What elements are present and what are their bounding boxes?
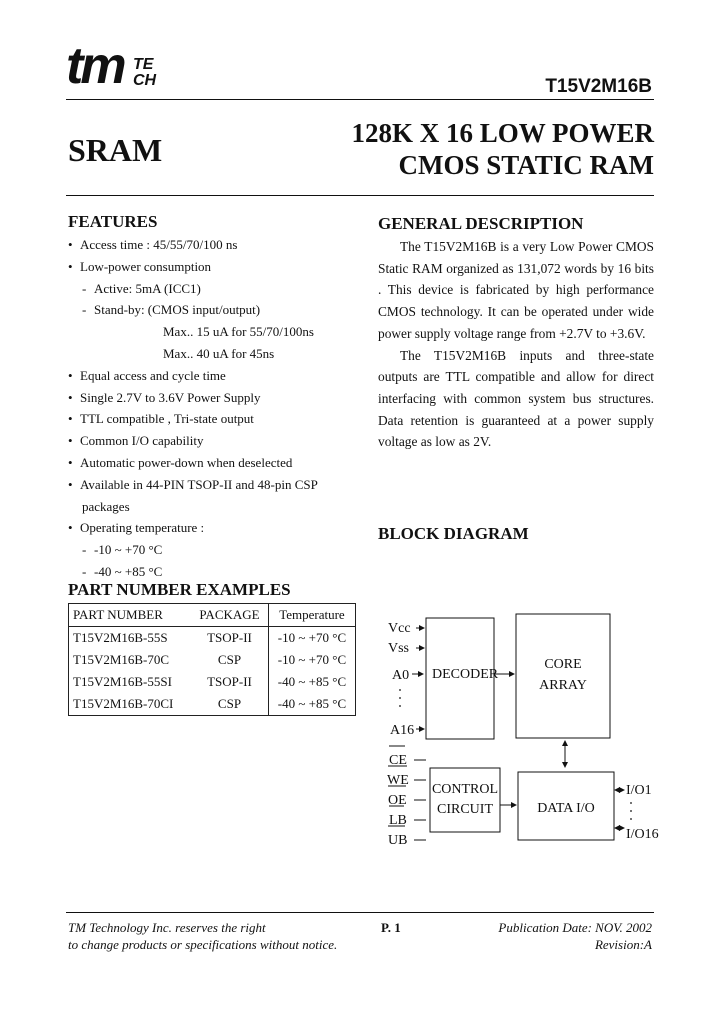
pin-oe-label: OE — [388, 793, 407, 808]
feature-text: Max.. 15 uA for 55/70/100ns — [163, 324, 314, 340]
pin-vss: Vss — [388, 641, 410, 656]
block-diagram-heading: BLOCK DIAGRAM — [378, 524, 529, 543]
bullet-marker: - — [82, 563, 87, 579]
company-logo — [66, 37, 124, 95]
pin-ub — [388, 826, 426, 848]
bullet-marker: • — [68, 411, 73, 427]
part-number-cell: T15V2M16B-55S — [73, 630, 168, 645]
feature-text: -10 ~ +70 °C — [94, 542, 163, 558]
data-io-label: DATA I/O — [537, 801, 595, 816]
general-description-heading: GENERAL DESCRIPTION — [378, 214, 584, 233]
package-cell: CSP — [217, 696, 242, 711]
feature-item — [68, 387, 368, 409]
product-category: SRAM — [68, 132, 163, 168]
part-number-table — [68, 603, 356, 716]
feature-text: Available in 44-PIN TSOP-II and 48-pin CSP — [80, 476, 318, 492]
table-row — [69, 693, 356, 716]
feature-item — [68, 408, 368, 430]
title-line-2: CMOS STATIC RAM — [398, 150, 654, 180]
footer-line: TM Technology Inc. reserves the right — [68, 920, 266, 935]
pin-ce-label: CE — [389, 753, 407, 768]
footer-disclaimer — [68, 919, 337, 953]
pin-vcc: Vcc — [388, 621, 411, 636]
pin-a16: A16 — [390, 723, 415, 738]
header-part-number: T15V2M16B — [545, 76, 652, 97]
feature-item — [68, 256, 368, 278]
feature-item — [68, 496, 368, 518]
bullet-marker: - — [82, 542, 87, 558]
feature-text: Operating temperature : — [80, 520, 205, 536]
description-paragraph: The T15V2M16B inputs and three-state outputs are TTL compatible and allow for direct interfacing with common system bus structures. Data retention is guaranteed at a power supply voltage as low as 2V. — [378, 347, 654, 450]
decoder-label: DECODER — [432, 667, 499, 682]
block-diagram — [380, 600, 660, 860]
feature-text: Single 2.7V to 3.6V Power Supply — [80, 389, 261, 405]
bullet-marker: - — [82, 280, 87, 296]
temperature-cell: -40 ~ +85 °C — [268, 693, 355, 716]
pin-ub-label: UB — [388, 833, 408, 848]
header-divider — [66, 99, 654, 100]
feature-text: packages — [82, 498, 130, 514]
control-circuit-block — [430, 768, 500, 832]
table-header-row — [69, 604, 356, 627]
feature-item — [68, 365, 368, 387]
temperature-cell: -40 ~ +85 °C — [268, 671, 355, 693]
pin-ce — [389, 746, 426, 768]
footer-publication — [498, 919, 652, 953]
feature-text: Automatic power-down when deselected — [80, 454, 293, 470]
logo-tm-text: tm — [66, 37, 124, 95]
io-ellipsis — [630, 802, 632, 820]
logo-ch-text: CH — [133, 72, 157, 89]
feature-item — [68, 517, 368, 539]
core-label: CORE — [544, 657, 582, 672]
feature-item — [68, 321, 368, 343]
page-title — [351, 117, 654, 181]
pin-io1: I/O1 — [626, 783, 652, 798]
bullet-marker: • — [68, 367, 73, 383]
page-number: P. 1 — [381, 920, 401, 935]
bullet-marker: • — [68, 476, 73, 492]
revision: Revision:A — [594, 937, 652, 952]
feature-item — [68, 343, 368, 365]
column-header: PART NUMBER — [69, 604, 192, 627]
feature-text: Active: 5mA (ICC1) — [94, 280, 201, 296]
title-line-1: 128K X 16 LOW POWER — [351, 118, 654, 148]
feature-item — [68, 299, 368, 321]
temperature-cell: -10 ~ +70 °C — [268, 649, 355, 671]
package-cell: CSP — [217, 652, 242, 667]
pin-we — [387, 766, 426, 788]
publication-date: Publication Date: NOV. 2002 — [498, 920, 652, 935]
feature-item — [68, 234, 368, 256]
table-row — [69, 627, 356, 650]
control-label: CONTROL — [431, 782, 499, 797]
features-list — [68, 234, 368, 583]
part-number-cell: T15V2M16B-70CI — [73, 696, 174, 711]
feature-item — [68, 278, 368, 300]
pin-we-label: WE — [387, 773, 409, 788]
pin-oe — [388, 786, 426, 808]
feature-item — [68, 430, 368, 452]
part-number-cell: T15V2M16B-70C — [73, 652, 170, 667]
feature-item — [68, 539, 368, 561]
feature-text: -40 ~ +85 °C — [94, 563, 163, 579]
bullet-marker: • — [68, 433, 73, 449]
bullet-marker: • — [68, 389, 73, 405]
pin-lb-label: LB — [389, 813, 407, 828]
core-array-block — [516, 614, 610, 738]
package-cell: TSOP-II — [207, 630, 252, 645]
description-paragraph: The T15V2M16B is a very Low Power CMOS Static RAM organized as 131,072 words by 16 bits . This device is fabricated by high performance CMOS technology. It can be operated under wide power supply voltage range from +2.7V to +3.6V. — [378, 239, 654, 341]
column-header: PACKAGE — [191, 604, 268, 627]
features-heading: FEATURES — [68, 212, 158, 231]
feature-text: Stand-by: (CMOS input/output) — [94, 302, 261, 318]
temperature-cell: -10 ~ +70 °C — [268, 627, 355, 650]
title-divider — [66, 195, 654, 196]
bullet-marker: • — [68, 454, 73, 470]
table-row — [69, 671, 356, 693]
pin-a0: A0 — [392, 668, 410, 683]
feature-text: Equal access and cycle time — [80, 367, 226, 383]
feature-text: Common I/O capability — [80, 433, 204, 449]
package-cell: TSOP-II — [207, 674, 252, 689]
feature-text: Access time : 45/55/70/100 ns — [80, 237, 238, 252]
feature-item — [68, 452, 368, 474]
footer-line: to change products or specifications without notice. — [68, 937, 338, 952]
circuit-label: CIRCUIT — [437, 802, 493, 817]
feature-text: Low-power consumption — [80, 258, 212, 274]
array-label: ARRAY — [539, 678, 587, 693]
feature-text: Max.. 40 uA for 45ns — [163, 345, 275, 361]
bullet-marker: - — [82, 302, 87, 318]
bullet-marker: • — [68, 237, 73, 252]
feature-item — [68, 474, 368, 496]
general-description-body — [378, 236, 654, 453]
bullet-marker: • — [68, 520, 73, 536]
column-header: Temperature — [268, 604, 355, 627]
pin-lb — [389, 806, 426, 828]
address-ellipsis — [399, 689, 401, 707]
pin-io16: I/O16 — [626, 827, 659, 842]
part-number-cell: T15V2M16B-55SI — [73, 674, 172, 689]
bullet-marker: • — [68, 258, 73, 274]
logo-te-text: TE — [133, 56, 154, 73]
part-number-heading: PART NUMBER EXAMPLES — [68, 580, 291, 599]
table-row — [69, 649, 356, 671]
footer-divider — [66, 912, 654, 913]
feature-text: TTL compatible , Tri-state output — [80, 411, 254, 427]
